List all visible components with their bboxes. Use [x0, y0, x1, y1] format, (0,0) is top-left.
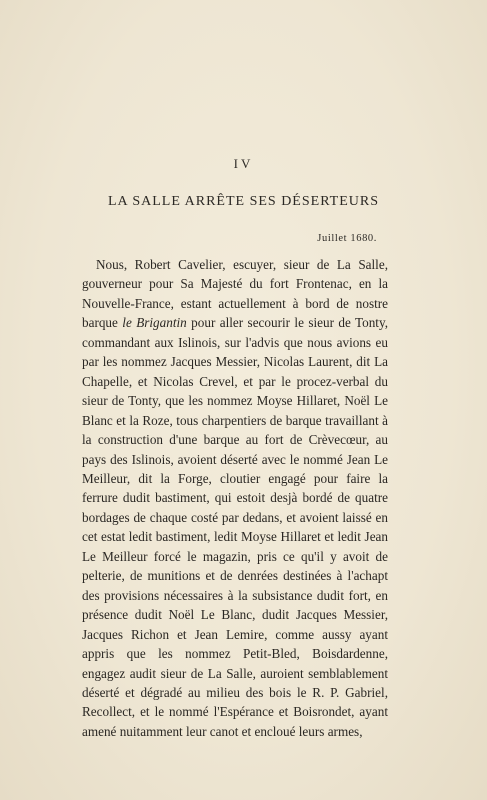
ship-name: le Brigantin [122, 315, 187, 331]
chapter-title: LA SALLE ARRÊTE SES DÉSERTEURS [107, 194, 380, 209]
body-paragraph [82, 255, 388, 741]
body-text-part-2: pour aller secourir le sieur de Tonty, commandant aux Islinois, sur l'advis que nous avions eu par les nommez Jacques Messier, Nicolas Laurent, dit La Chapelle, et Nicolas Crevel, et par le procez-verbal du sieur de Tonty, que les nommez Moyse Hillaret, Noël Le Blanc et la Roze, tous charpentiers de barque travaillant à la construction d'une barque au fort de Crèvecœur, au pays des Islinois, avoient déserté avec le nommé Jean Le Meilleur, dit la Forge, cloutier engagé pour faire la ferrure dudit bastiment, qui estoit desjà bordé de quatre bordages de chaque costé par dedans, et avoient laissé en cet estat ledit bastiment, ledit Moyse Hillaret et ledit Jean Le Meilleur forcé le magazin, pris ce qu'il y avoit de pelterie, de munitions et de denrées destinées à l'achapt des provisions nécessaires à la subsistance dudit fort, en présence dudit Noël Le Blanc, dudit Jacques Messier, Jacques Richon et Jean Lemire, comme aussy ayant appris que les nommez Petit-Bled, Boisdardenne, engagez audit sieur de La Salle, auroient semblablement déserté et dégradé au milieu des bois le R. P. Gabriel, Recollect, et le nommé l'Espérance et Boisrondet, ayant amené nuitamment leur canot et encloué leurs armes, [82, 315, 388, 739]
dateline: Juillet 1680. [317, 233, 377, 244]
body-text-part-1: Nous, Robert Cavelier, escuyer, sieur de La Salle, gouverneur pour Sa Majesté du fort Frontenac, en la Nouvelle-France, estant actuellement à bord de nostre barque [82, 257, 388, 331]
chapter-numeral: IV [233, 156, 254, 171]
